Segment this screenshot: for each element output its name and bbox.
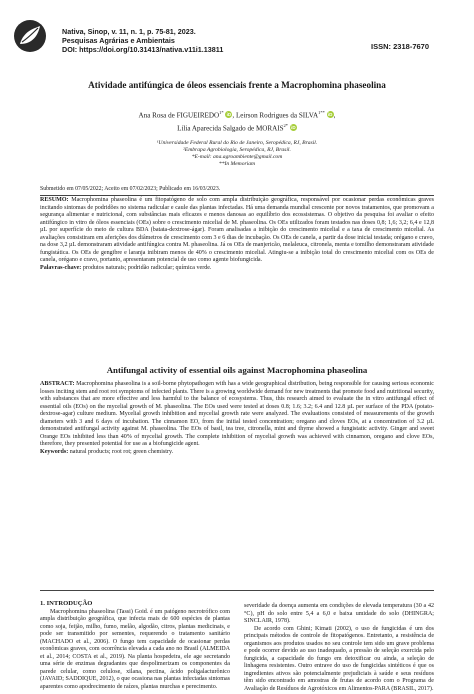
journal-citation: Nativa, Sinop, v. 11, n. 1, p. 75-81, 2023. — [62, 27, 196, 36]
divider — [40, 590, 434, 591]
author-1-marker: 1* — [219, 110, 224, 115]
intro-column-left — [40, 600, 230, 692]
palavras-chave: produtos naturais; podridão radicular; química verde. — [81, 264, 212, 271]
intro-column-right — [244, 603, 434, 694]
orcid-icon[interactable]: iD — [291, 125, 296, 131]
author-2: , Leirson Rodrigues da SILVA — [232, 111, 319, 120]
submission-dates: Submetido em 07/05/2022; Aceito em 07/02/2023; Publicado em 16/03/2023. — [40, 186, 221, 192]
author-list: Ana Rosa de $FIGUEIREDO^{1*}$ iD, Leirson Rodrigues da $SILVA^{1**}$ iD, Lília Aparecida Salgado de $MORAIS^{2*}$ iD — [138, 110, 336, 133]
journal-issn: ISSN: 2318-7670 — [371, 42, 429, 51]
keywords: natural products; root rot; green chemistry. — [68, 448, 174, 455]
affiliation-2: ²Embrapa Agrobiologia, Seropédica, RJ, Brasil. — [183, 147, 291, 154]
resumo-label: RESUMO: — [40, 197, 69, 203]
journal-info — [62, 27, 223, 54]
orcid-icon[interactable]: iD — [226, 112, 232, 118]
journal-doi[interactable]: DOI: https://doi.org/10.31413/nativa.v11i1.13811 — [62, 45, 224, 54]
divider — [40, 195, 434, 196]
resumo-text: Macrophomina phaseolina é um fitopatógeno de solo com ampla distribuição geográfica, responsável por ocasionar perdas econômicas graves incitando sintomas de podridões no sistema radicular e caule das plantas infectadas. Há uma demanda mundial crescente por novos tratamentos, que promovam a segurança alimentar e nutricional, com substâncias mais eficazes e menos danosas ao equilíbrio dos ecossistemas. O objetivo da pesquisa foi avaliar o efeito antifúngico in vitro de óleos essenciais (OEs) sobre o crescimento micelial de M. phaseolina. Os OEs utilizados foram testados nas doses 0,8; 1,6; 3,2; 6,4 e 12,8 µL por superfície do meio de cultura BDA (batata-dextrose-ágar). Foram analisadas a inibição do crescimento micelial e a taxa de crescimento micelial. As avaliações consistiram em aferições dos diâmetros de crescimento com 3 e 6 dias de incubação. Os OEs de canela, a partir da dose inicial testada; orégano e cravo, na dose 3,2 µL demonstraram atividade antifúngica contra M. phaseolina. Já os OEs de manjericão, melaleuca, citronela, menta e tomilho demonstraram atividade fungistática. Os OEs de gengibre e laranja inibiram menos de 40% o crescimento micelial. Atingiu-se a inibição total do crescimento micelial com os OEs de canela, orégano e cravo, portanto, apresentaram potencial de uso como agente biofungicida. — [40, 197, 434, 264]
author-2-marker: 1** — [318, 110, 325, 115]
resumo-block — [40, 197, 434, 272]
title-en-text: Antifungal activity of essential oils against Macrophomina phaseolina — [106, 365, 368, 375]
intro-paragraph: Macrophomina phaseolina (Tassi) Goid. é um patógeno necrotrófico com ampla distribuição geográfica, que infecta mais de 600 espécies de plantas como soja, feijão, milho, fumo, melão, algodão, citros, plantas medicinais, e pode ser transmitido por sementes, requerendo o tratamento sanitário (MACHADO et al., 2006). O fungo tem capacidade de ocasionar perdas econômicas graves, com ocorrência elevada a cada ano no Brasil (ALMEIDA et al., 2014; COSTA et al., 2019). Na planta hospedeira, ele age secretando uma série de enzimas degradantes que despolimerizam os componentes da parede celular, como celulose, xilana, pectina, ácido poligalacturônico (JAVAID; SADDIQUE, 2012), o que ocasiona nas plantas infectadas sintomas aparentes como apodrecimento de raízes, plantas murchas e perecimento. — [40, 608, 230, 691]
corresponding-email[interactable]: *E-mail: ana.agroambiente@gmail.com — [191, 154, 283, 161]
nativa-logo-icon — [12, 18, 48, 54]
article-title-pt — [0, 80, 474, 90]
author-1: Ana Rosa de FIGUEIREDO — [138, 111, 220, 120]
abstract-text: Macrophomina phaseolina is a soil-borne phytopathogen with has a wide geographical distribution, being responsible for causing serious economic losses inciting stem and root rot symptoms of infected plants. There is a growing worldwide demand for new treatments that promote food and nutritional security, with substances that are more effective and less harmful to the balance of ecosystems. Thus, this research aimed to evaluate the in vitro antifungal effect of essential oils (EOs) on the mycelial growth of M. phaseolina. The EOs used were tested at doses 0.8; 1.6; 3.2; 6.4 and 12.8 µL per surface of the PDA (potato-dextrose-agar) culture medium. Mycelial growth inhibition and mycelial growth rate were analyzed. The evaluations consisted of measurements of the growth diameters with 3 and 6 days of incubation. The cinnamon EO, from the initial tested concentration; oregano and cloves EOs, at a concentration of 3.2 µL demonstrated antifungal activity against M. phaseolina. The EOs of basil, tea tree, citronella, mint and thyme showed a fungistatic activity. Ginger and sweet Orange EOs inhibited less than 40% of mycelial growth. The complete inhibition of mycelial growth was achieved with cinnamon, oregano and clove EOs, therefore, they presented potential for use as a biofungicide agent. — [40, 381, 434, 448]
intro-paragraph: De acordo com Ghini; Kimati (2002), o uso de fungicidas é um dos principais métodos de controle de fitopatógenos. Entretanto, a resistência de organismos aos produtos usados no seu controle tem sido um grave problema e pode ocorrer devido ao uso inadequado, a pressão de seleção exercida pelo fungicida, a capacidade do fungo em detoxificar ou ainda, a seleção de linhagens resistentes. Outro entrave do uso de fungicidas sintéticos é que os ingredientes ativos são potencialmente prejudiciais à saúde e seus resíduos têm sido encontrado em amostras de frutas de acordo com o Programa de Avaliação de Resíduos de Agrotóxicos em Alimentos-PARA (BRASIL, 2017). — [244, 625, 434, 693]
journal-header — [0, 0, 474, 63]
abstract-block — [40, 381, 434, 456]
journal-subtitle: Pesquisas Agrárias e Ambientais — [62, 36, 175, 45]
palavras-chave-label: Palavras-chave: — [40, 264, 82, 271]
title-pt-text: Atividade antifúngica de óleos essenciais frente a Macrophomina phaseolina — [88, 80, 386, 90]
author-3: Lília Aparecida Salgado de MORAIS — [177, 124, 284, 133]
in-memoriam-note: **In Memoriam — [218, 161, 256, 168]
orcid-icon[interactable]: iD — [327, 112, 333, 118]
author-3-marker: 2* — [283, 122, 289, 128]
keywords-label: Keywords: — [40, 448, 69, 455]
intro-heading: 1. INTRODUÇÃO — [40, 600, 93, 607]
affiliations — [0, 140, 474, 168]
article-title-en — [0, 365, 474, 375]
intro-paragraph: severidade da doença aumenta em condições de elevada temperatura (30 a 42 °C), pH do solo entre 5,4 a 6,0 e baixa umidade do solo (DHINGRA; SINCLAIR, 1978). — [244, 603, 434, 625]
affiliation-1: ¹Universidade Federal Rural do Rio de Janeiro, Seropédica, RJ, Brasil. — [156, 140, 318, 146]
abstract-label: ABSTRACT: — [40, 381, 75, 387]
